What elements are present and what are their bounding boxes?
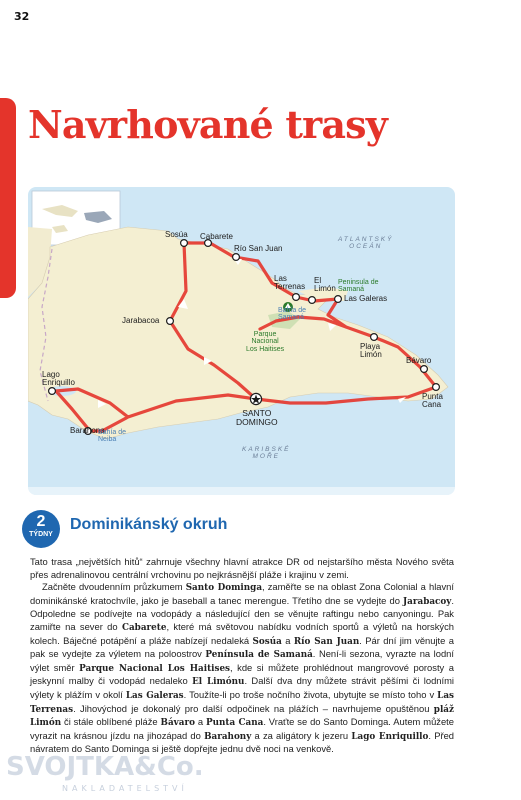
body-text-run: . Před návratem do Santo Dominga si ještě dopřejte jednu dvě noci na venkově. [30, 729, 455, 755]
body-text-run: . Další dva dny můžete strávit pěšími či lodními výlety k plážím v okolí [30, 675, 454, 700]
sea-label-caribbean: KARIBSKÉ MOŘE [242, 446, 291, 460]
body-text-run: a za aligátory k jezeru [251, 729, 352, 741]
town-label-jarabacoa: Jarabacoa [122, 316, 160, 325]
body-paragraph [30, 556, 454, 581]
highlighted-place: Península de Samaná [205, 650, 313, 661]
highlighted-place: Barahony [204, 731, 252, 742]
body-text-run: . Jihovýchod je dokonalý pro další odpočinek na plážích – navrhujeme opuštěnou [73, 702, 434, 714]
body-paragraph [30, 581, 454, 756]
bay-label-samana: Bahía de Samaná [278, 307, 307, 322]
highlighted-place: Cabarete [121, 622, 167, 633]
route-map [28, 187, 455, 495]
highlighted-place: Jarabacoy [403, 596, 452, 607]
town-label-punta-cana: Punta Cana [422, 392, 443, 410]
town-label-bavaro: Bávaro [406, 356, 432, 365]
body-text-run: , kde si můžete prohlédnout mangrovové porosty a jeskynní malby či vodopád nedaleko [30, 661, 454, 687]
body-text-run: . Odpoledne se podívejte na vodopády a následující den se věnujte raftingu nebo canyoningu. Pak zamiřte na sever do [30, 594, 454, 632]
town-label-cabarete: Cabarete [200, 232, 233, 241]
highlighted-place: Lago Enriquillo [351, 731, 429, 742]
highlighted-place: Punta Cana [205, 718, 264, 729]
town-label-sosua: Sosúa [165, 230, 188, 239]
highlighted-place: Bávaro [160, 718, 195, 729]
body-text-run: . Vraťte se do Santo Dominga. Autem můžete vyrazit na krásnou jízdu na jihozápad do [30, 716, 455, 741]
town-label-las-terrenas: Las Terrenas [274, 274, 306, 292]
highlighted-place: Santo Dominga [185, 583, 263, 594]
route-title: Dominikánský okruh [70, 516, 228, 533]
town-label-playa-limon: Playa Limón [360, 342, 382, 360]
highlighted-place: Las Terrenas [30, 690, 455, 715]
town-label-barahona: Barahona [70, 426, 105, 435]
town-label-las-galeras: Las Galeras [344, 294, 388, 303]
town-label-el-limon: El Limón [314, 276, 336, 294]
body-text-run: Začněte dvoudenním průzkumem [42, 581, 186, 593]
body-text-run: , zaměřte se na oblast Zona Colonial a hlavní dominikánské kratochvíle, jako je baseball a tanec merengue. Třetího dne se vydejte do [30, 581, 454, 606]
route-description [30, 556, 454, 756]
peninsula-label: Peninsula de Samaná [338, 279, 379, 294]
highlighted-place: Río San Juan [293, 636, 360, 647]
body-text-run: Tato trasa „největších hitů“ zahrnuje všechny hlavní atrakce DR od nejstaršího města Nového světa přes adrenalinovou centrální vrchovinu po nejkrásnější pláže i krajinu v zemi. [30, 556, 454, 580]
highlighted-place: Sosúa [252, 636, 282, 647]
town-label-rio-san-juan: Río San Juan [234, 244, 283, 253]
body-text-run: či stále oblíbené pláže [61, 716, 161, 728]
capital-star-icon [250, 393, 261, 404]
highlighted-place: Parque Nacional Los Haitises [79, 663, 230, 674]
bay-label-neiba: Bahía de Neiba [98, 429, 127, 444]
body-text-run: . Není-li sezona, vyrazte na lodní výlet směr [30, 648, 455, 673]
duration-unit: TÝDNY [29, 531, 53, 538]
body-text-run: , které má světovou nabídku vodních sportů a výletů na horských kolech. Báječné potápění a pláže nabízejí nedaleká [30, 620, 454, 646]
park-label: Parque Nacional Los Haitises [246, 331, 285, 353]
town-label-santo-domingo: SANTO DOMINGO [236, 408, 278, 427]
highlighted-place: Las Galeras [125, 690, 184, 701]
publisher-watermark [6, 752, 256, 798]
page-number: 32 [14, 10, 30, 23]
chapter-side-tab [0, 98, 16, 298]
body-text-run: a [281, 634, 294, 646]
publisher-subtitle: NAKLADATELSTVÍ [62, 784, 188, 793]
sea-label-atlantic: ATLANTSKÝ OCEÁN [338, 236, 394, 250]
town-label-lago-enriquillo: Lago Enriquillo [42, 370, 75, 388]
body-text-run: . Pár dní jim věnujte a pak se vydejte za výletem na poloostrov [30, 634, 455, 660]
duration-badge [22, 510, 60, 548]
highlighted-place: El Limónu [192, 677, 245, 688]
highlighted-place: pláž Limón [30, 704, 454, 729]
publisher-logo: SVOJTKA&Co. [6, 752, 204, 782]
duration-number: 2 [36, 513, 46, 530]
body-text-run: . Toužíte-li po troše nočního života, ubytujte se místo toho v [183, 688, 438, 700]
chapter-title: Navrhované trasy [28, 102, 388, 147]
body-text-run: a [194, 716, 206, 728]
